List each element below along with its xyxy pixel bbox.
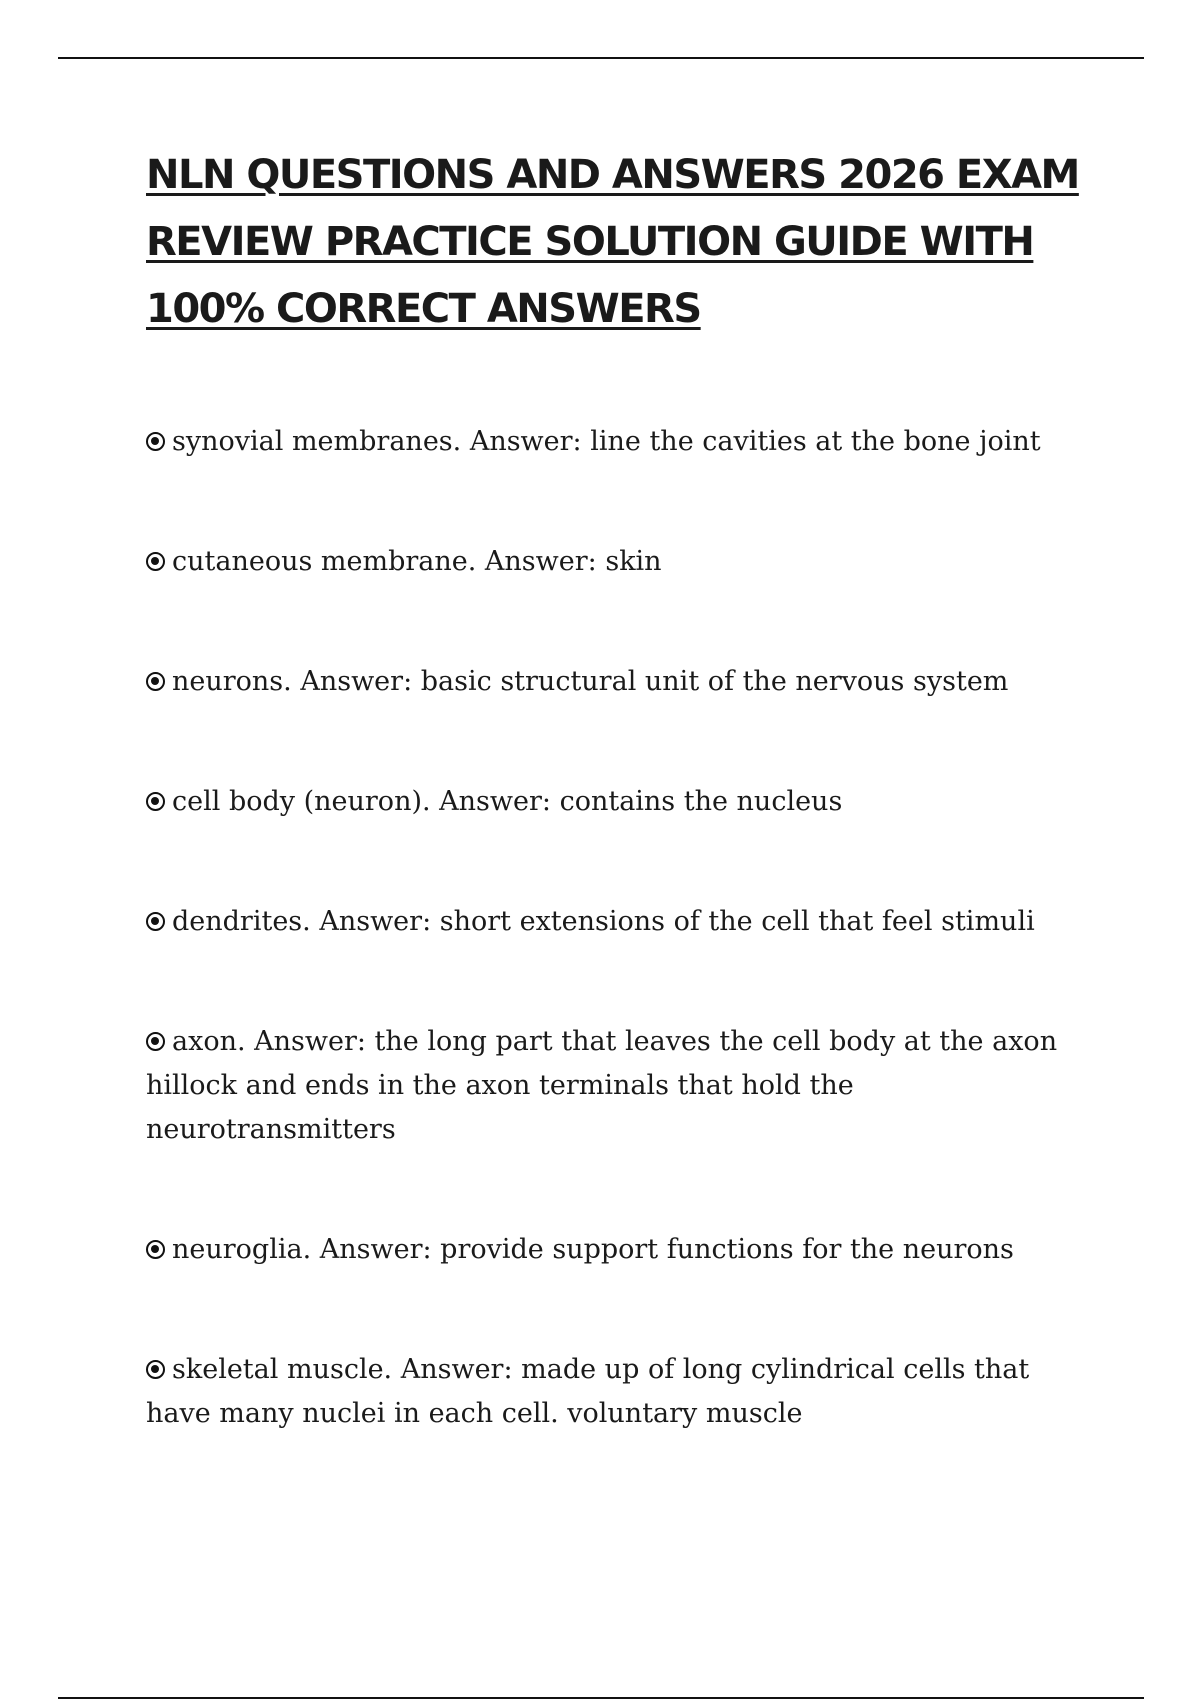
qa-text: axon. Answer: the long part that leaves the cell body at the axon hillock and ends in the axon terminals that hold the neurotransmitters bbox=[146, 1026, 1058, 1145]
radio-bullet-icon bbox=[146, 792, 165, 811]
radio-bullet-icon bbox=[146, 552, 165, 571]
radio-bullet-icon bbox=[146, 432, 165, 451]
qa-text: synovial membranes. Answer: line the cavities at the bone joint bbox=[172, 426, 1041, 457]
document-title: NLN QUESTIONS AND ANSWERS 2026 EXAM REVIEW PRACTICE SOLUTION GUIDE WITH 100% CORRECT ANSWERS bbox=[146, 152, 1079, 332]
radio-bullet-icon bbox=[146, 672, 165, 691]
radio-bullet-icon bbox=[146, 1360, 165, 1379]
radio-bullet-icon bbox=[146, 1240, 165, 1259]
radio-bullet-icon bbox=[146, 1032, 165, 1051]
top-divider bbox=[58, 57, 1144, 59]
qa-item bbox=[146, 420, 1066, 464]
qa-text: skeletal muscle. Answer: made up of long cylindrical cells that have many nuclei in each cell. voluntary muscle bbox=[146, 1354, 1030, 1429]
qa-text: cutaneous membrane. Answer: skin bbox=[172, 546, 662, 577]
radio-bullet-icon bbox=[146, 912, 165, 931]
qa-text: cell body (neuron). Answer: contains the nucleus bbox=[172, 786, 843, 817]
bottom-divider bbox=[58, 1697, 1144, 1699]
qa-text: neuroglia. Answer: provide support functions for the neurons bbox=[172, 1234, 1014, 1265]
qa-list bbox=[146, 420, 1066, 1512]
qa-item bbox=[146, 1348, 1066, 1436]
qa-text: neurons. Answer: basic structural unit of the nervous system bbox=[172, 666, 1009, 697]
qa-item bbox=[146, 540, 1066, 584]
qa-text: dendrites. Answer: short extensions of the cell that feel stimuli bbox=[172, 906, 1035, 937]
qa-item bbox=[146, 1228, 1066, 1272]
qa-item bbox=[146, 660, 1066, 704]
qa-item bbox=[146, 900, 1066, 944]
qa-item bbox=[146, 780, 1066, 824]
qa-item bbox=[146, 1020, 1066, 1152]
